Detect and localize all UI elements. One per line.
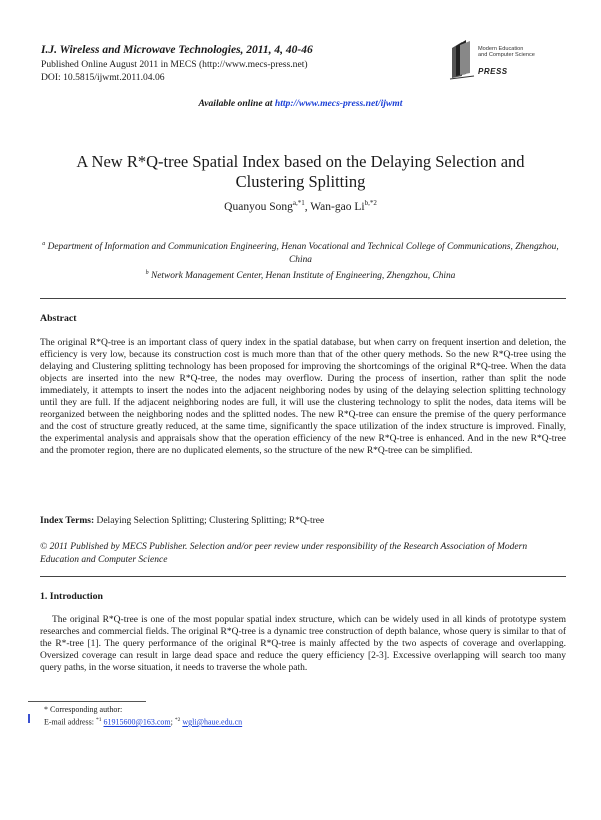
authors [0,199,601,213]
affiliation-a-text: Department of Information and Communication Engineering, Henan Vocational and Technical College of Communications, Zhengzhou, China [45,242,559,266]
email-label: E-mail address: [44,717,96,727]
footnote [44,705,242,728]
journal-title: I.J. Wireless and Microwave Technologies, 2011, 4, 40-46 [41,44,313,56]
email-1-link[interactable]: 61915600@163.com [103,717,171,727]
affiliation-a [30,238,571,267]
author-2: Wan-gao Li [310,200,365,213]
available-online [0,98,601,109]
introduction-heading: 1. Introduction [40,591,103,602]
email-2-link[interactable]: wgli@haue.edu.cn [182,717,243,727]
corresponding-author: * Corresponding author: [44,705,123,714]
journal-url-link[interactable]: http://www.mecs-press.net/ijwmt [274,98,403,109]
author-1: Quanyou Song [224,200,293,213]
footnote-rule [28,701,146,702]
abstract-body: The original R*Q-tree is an important class of query index in the spatial database, but when carry on frequent insertion and deletion, the efficiency is very low, because its construction cost is much more than that of the other query methods. So the new R*Q-tree using the delaying and Clustering splitting technology has been proposed for improving the shortcomings of the original R*Q-tree. When the data objects are inserted into the new R*Q-tree, the nodes may overflow. During the process of insertion, rather than split the node immediately, it attempts to insert the nodes into the adjacent neighboring nodes by using of the delaying selection splitting technology until they are full. If the adjacent neighboring nodes are full, it will use the clustering technology to split the nodes, data items will be reorganized between the neighboring nodes and the splitted nodes. The new R*Q-tree can ensure the premise of the query performance and the cost of structure greatly reduced, at the same time, significantly the space utilization of the index structure is improved. Finally, the experimental analysis and appraisals show that the operation efficiency of the new R*Q-tree is enhanced. And in the new R*Q-tree and the promoter region, there are no duplicated elements, so the structure of the new R*Q-tree can be simplified. [40,338,566,456]
divider-top [40,298,566,299]
paper-title [20,152,581,192]
index-terms-label: Index Terms: [40,516,95,526]
logo-line2: and Computer Science [478,52,535,59]
author-1-mark: a,*1 [292,199,305,207]
mecs-press-logo [448,38,568,84]
affiliation-b [30,267,571,283]
divider-bottom [40,576,566,577]
email-separator: ; [170,717,175,727]
affiliation-a-mark: a [42,241,46,247]
book-icon [448,40,476,80]
email-line [44,715,242,728]
index-terms [40,516,324,526]
introduction-body: The original R*Q-tree is one of the most popular spatial index structure, which can be widely used in all kinds of prototype system researches and commercial fields. The original R*Q-tree is a dynamic tree construction of depth balance, whose query is similar to that of the R*-tree [1]. The query performance of the original R*Q-tree is mainly affected by the two aspects of coverage and overlapping. Oversized coverage can result in large dead space and reduce the query efficiency [2-3]. Excessive overlapping will search too many query paths, in the worse situation, it needs to traverse the whole path. [40,615,566,673]
available-prefix: Available online at [198,98,275,109]
publication-info: Published Online August 2011 in MECS (http://www.mecs-press.net) [41,59,308,70]
author-2-mark: b,*2 [364,199,377,207]
affiliations [30,238,571,283]
author-separator: , [304,200,311,213]
logo-line1: Modern Education [478,46,524,52]
abstract-heading: Abstract [40,313,77,324]
change-bar [28,714,30,723]
email-1-mark: *1 [95,717,102,723]
index-terms-text: Delaying Selection Splitting; Clustering Splitting; R*Q-tree [94,516,325,526]
affiliation-b-mark: b [145,270,149,277]
email-2-mark: *2 [174,717,181,723]
title-line1: A New R*Q-tree Spatial Index based on the Delaying Selection and [76,152,525,171]
affiliation-b-text: Network Management Center, Henan Institute of Engineering, Zhengzhou, China [148,271,456,282]
logo-press: PRESS [478,67,508,76]
copyright-notice: © 2011 Published by MECS Publisher. Selection and/or peer review under responsibility of the Research Association of Modern Education and Computer Science [40,542,528,565]
title-line2: Clustering Splitting [235,172,366,191]
doi: DOI: 10.5815/ijwmt.2011.04.06 [41,72,165,83]
